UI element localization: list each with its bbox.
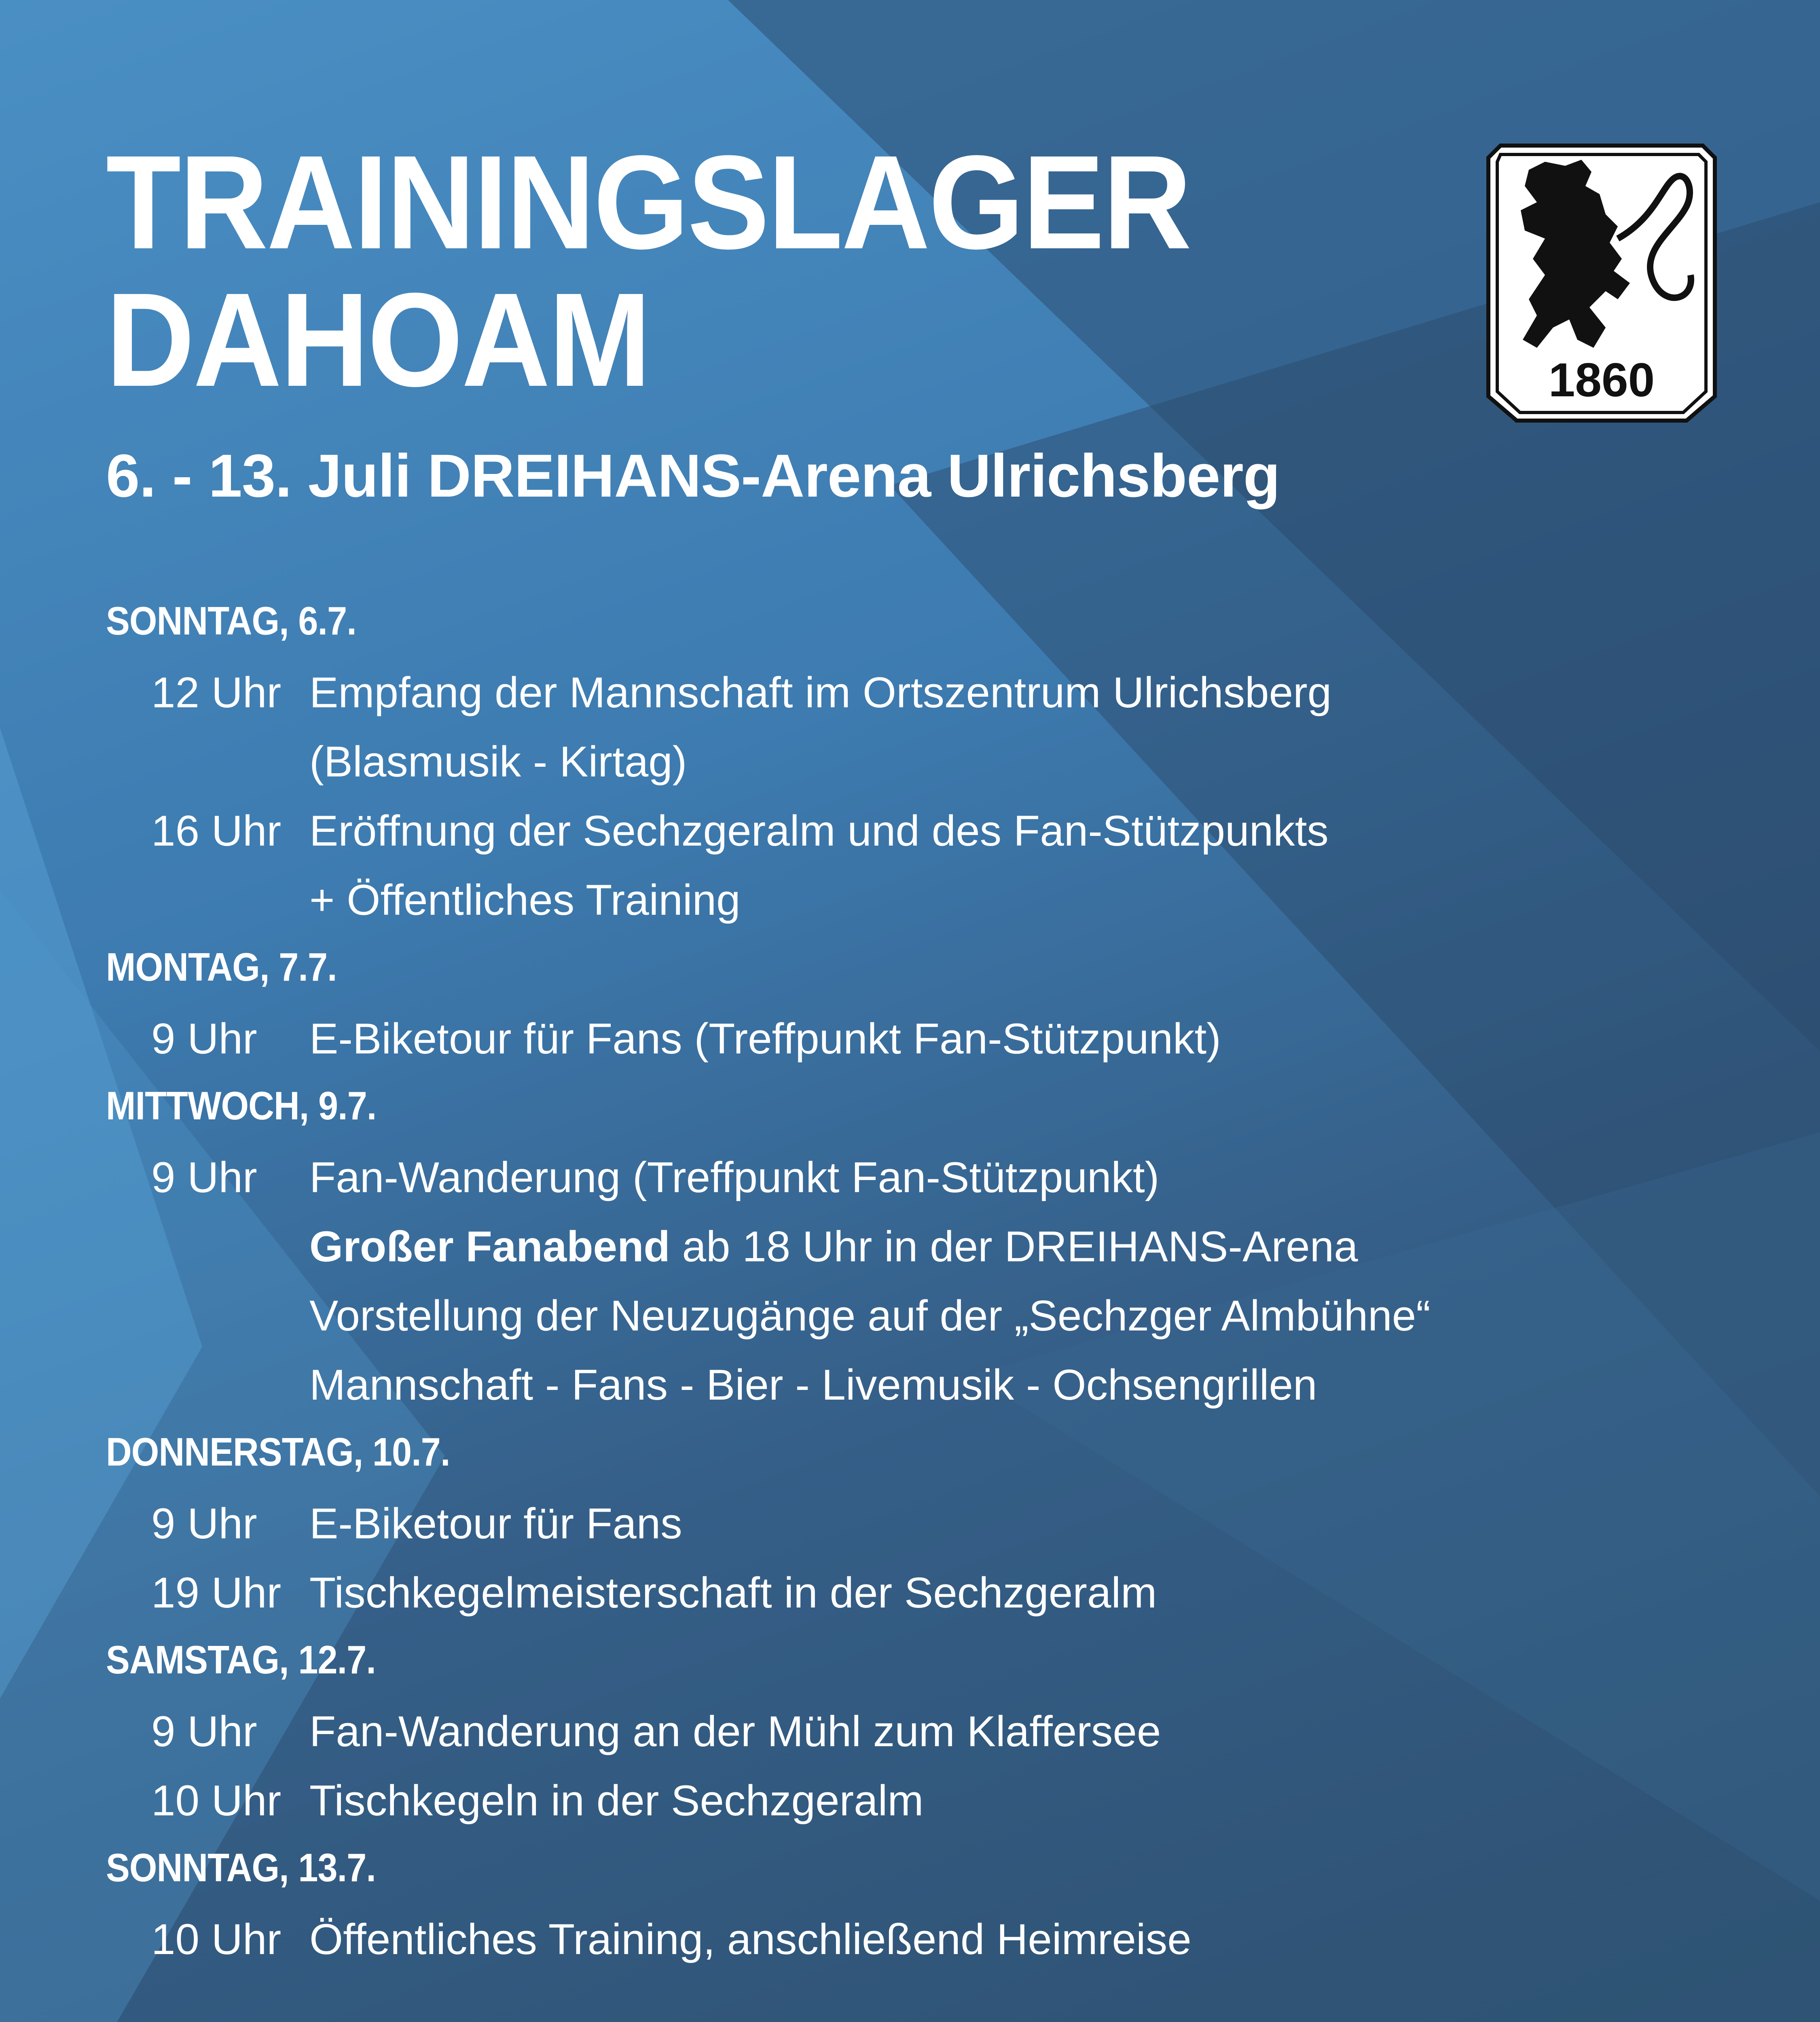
day-heading: MONTAG, 7.7. xyxy=(106,945,337,989)
event-row xyxy=(106,1212,1683,1281)
event-text: (Blasmusik - Kirtag) xyxy=(309,737,687,786)
event-text-rest: ab 18 Uhr in der DREIHANS-Arena xyxy=(670,1222,1358,1271)
event-time: 9 Uhr xyxy=(151,1499,257,1548)
event-text: Mannschaft - Fans - Bier - Livemusik - Ochsengrillen xyxy=(309,1360,1317,1409)
lion-crest-icon xyxy=(1484,137,1719,429)
day-heading: SAMSTAG, 12.7. xyxy=(106,1637,376,1682)
day-heading: SONNTAG, 6.7. xyxy=(106,599,356,643)
event-row xyxy=(106,1558,1683,1627)
event-time: 10 Uhr xyxy=(151,1915,281,1963)
event-text: Tischkegelmeisterschaft in der Sechzgeralm xyxy=(309,1568,1157,1617)
event-time: 12 Uhr xyxy=(151,668,281,717)
schedule xyxy=(106,588,1683,1974)
event-time: 9 Uhr xyxy=(151,1707,257,1756)
event-text: Vorstellung der Neuzugänge auf der „Sechzger Almbühne“ xyxy=(309,1291,1431,1340)
event-subtitle: 6. - 13. Juli DREIHANS-Arena Ulrichsberg xyxy=(106,442,1280,510)
title-line-2: DAHOAM xyxy=(106,265,650,414)
event-time: 19 Uhr xyxy=(151,1568,281,1617)
event-row xyxy=(106,1143,1683,1212)
event-text: Fan-Wanderung (Treffpunkt Fan-Stützpunkt) xyxy=(309,1153,1160,1201)
day-heading: MITTWOCH, 9.7. xyxy=(106,1083,377,1128)
event-row xyxy=(106,1766,1683,1835)
crest-year: 1860 xyxy=(1548,353,1655,407)
event-row-continued xyxy=(106,1281,1683,1350)
title-line-1: TRAININGSLAGER xyxy=(106,127,1190,277)
event-text xyxy=(309,1212,1683,1281)
event-row-continued xyxy=(106,1350,1683,1419)
event-time: 9 Uhr xyxy=(151,1153,257,1201)
event-row xyxy=(106,1905,1683,1974)
event-text: + Öffentliches Training xyxy=(309,876,741,924)
event-text: Öffentliches Training, anschließend Heimreise xyxy=(309,1915,1191,1963)
event-text: Tischkegeln in der Sechzgeralm xyxy=(309,1776,924,1825)
event-row xyxy=(106,1004,1683,1073)
event-text: Empfang der Mannschaft im Ortszentrum Ulrichsberg xyxy=(309,668,1332,717)
event-time: 16 Uhr xyxy=(151,806,281,855)
event-row xyxy=(106,1697,1683,1766)
event-time: 10 Uhr xyxy=(151,1776,281,1825)
event-text: E-Biketour für Fans (Treffpunkt Fan-Stützpunkt) xyxy=(309,1014,1221,1063)
event-highlight: Großer Fanabend xyxy=(309,1222,670,1271)
event-row xyxy=(106,796,1683,865)
event-text: E-Biketour für Fans xyxy=(309,1499,682,1548)
page-title xyxy=(106,127,1190,414)
event-row-continued xyxy=(106,865,1683,935)
event-row-continued xyxy=(106,727,1683,796)
event-text: Fan-Wanderung an der Mühl zum Klaffersee xyxy=(309,1707,1161,1756)
event-row xyxy=(106,1489,1683,1558)
event-time: 9 Uhr xyxy=(151,1014,257,1063)
club-crest xyxy=(1484,137,1719,429)
event-text: Eröffnung der Sechzgeralm und des Fan-Stützpunkts xyxy=(309,806,1329,855)
day-heading: DONNERSTAG, 10.7. xyxy=(106,1430,450,1474)
day-heading: SONNTAG, 13.7. xyxy=(106,1845,376,1890)
event-row xyxy=(106,658,1683,727)
